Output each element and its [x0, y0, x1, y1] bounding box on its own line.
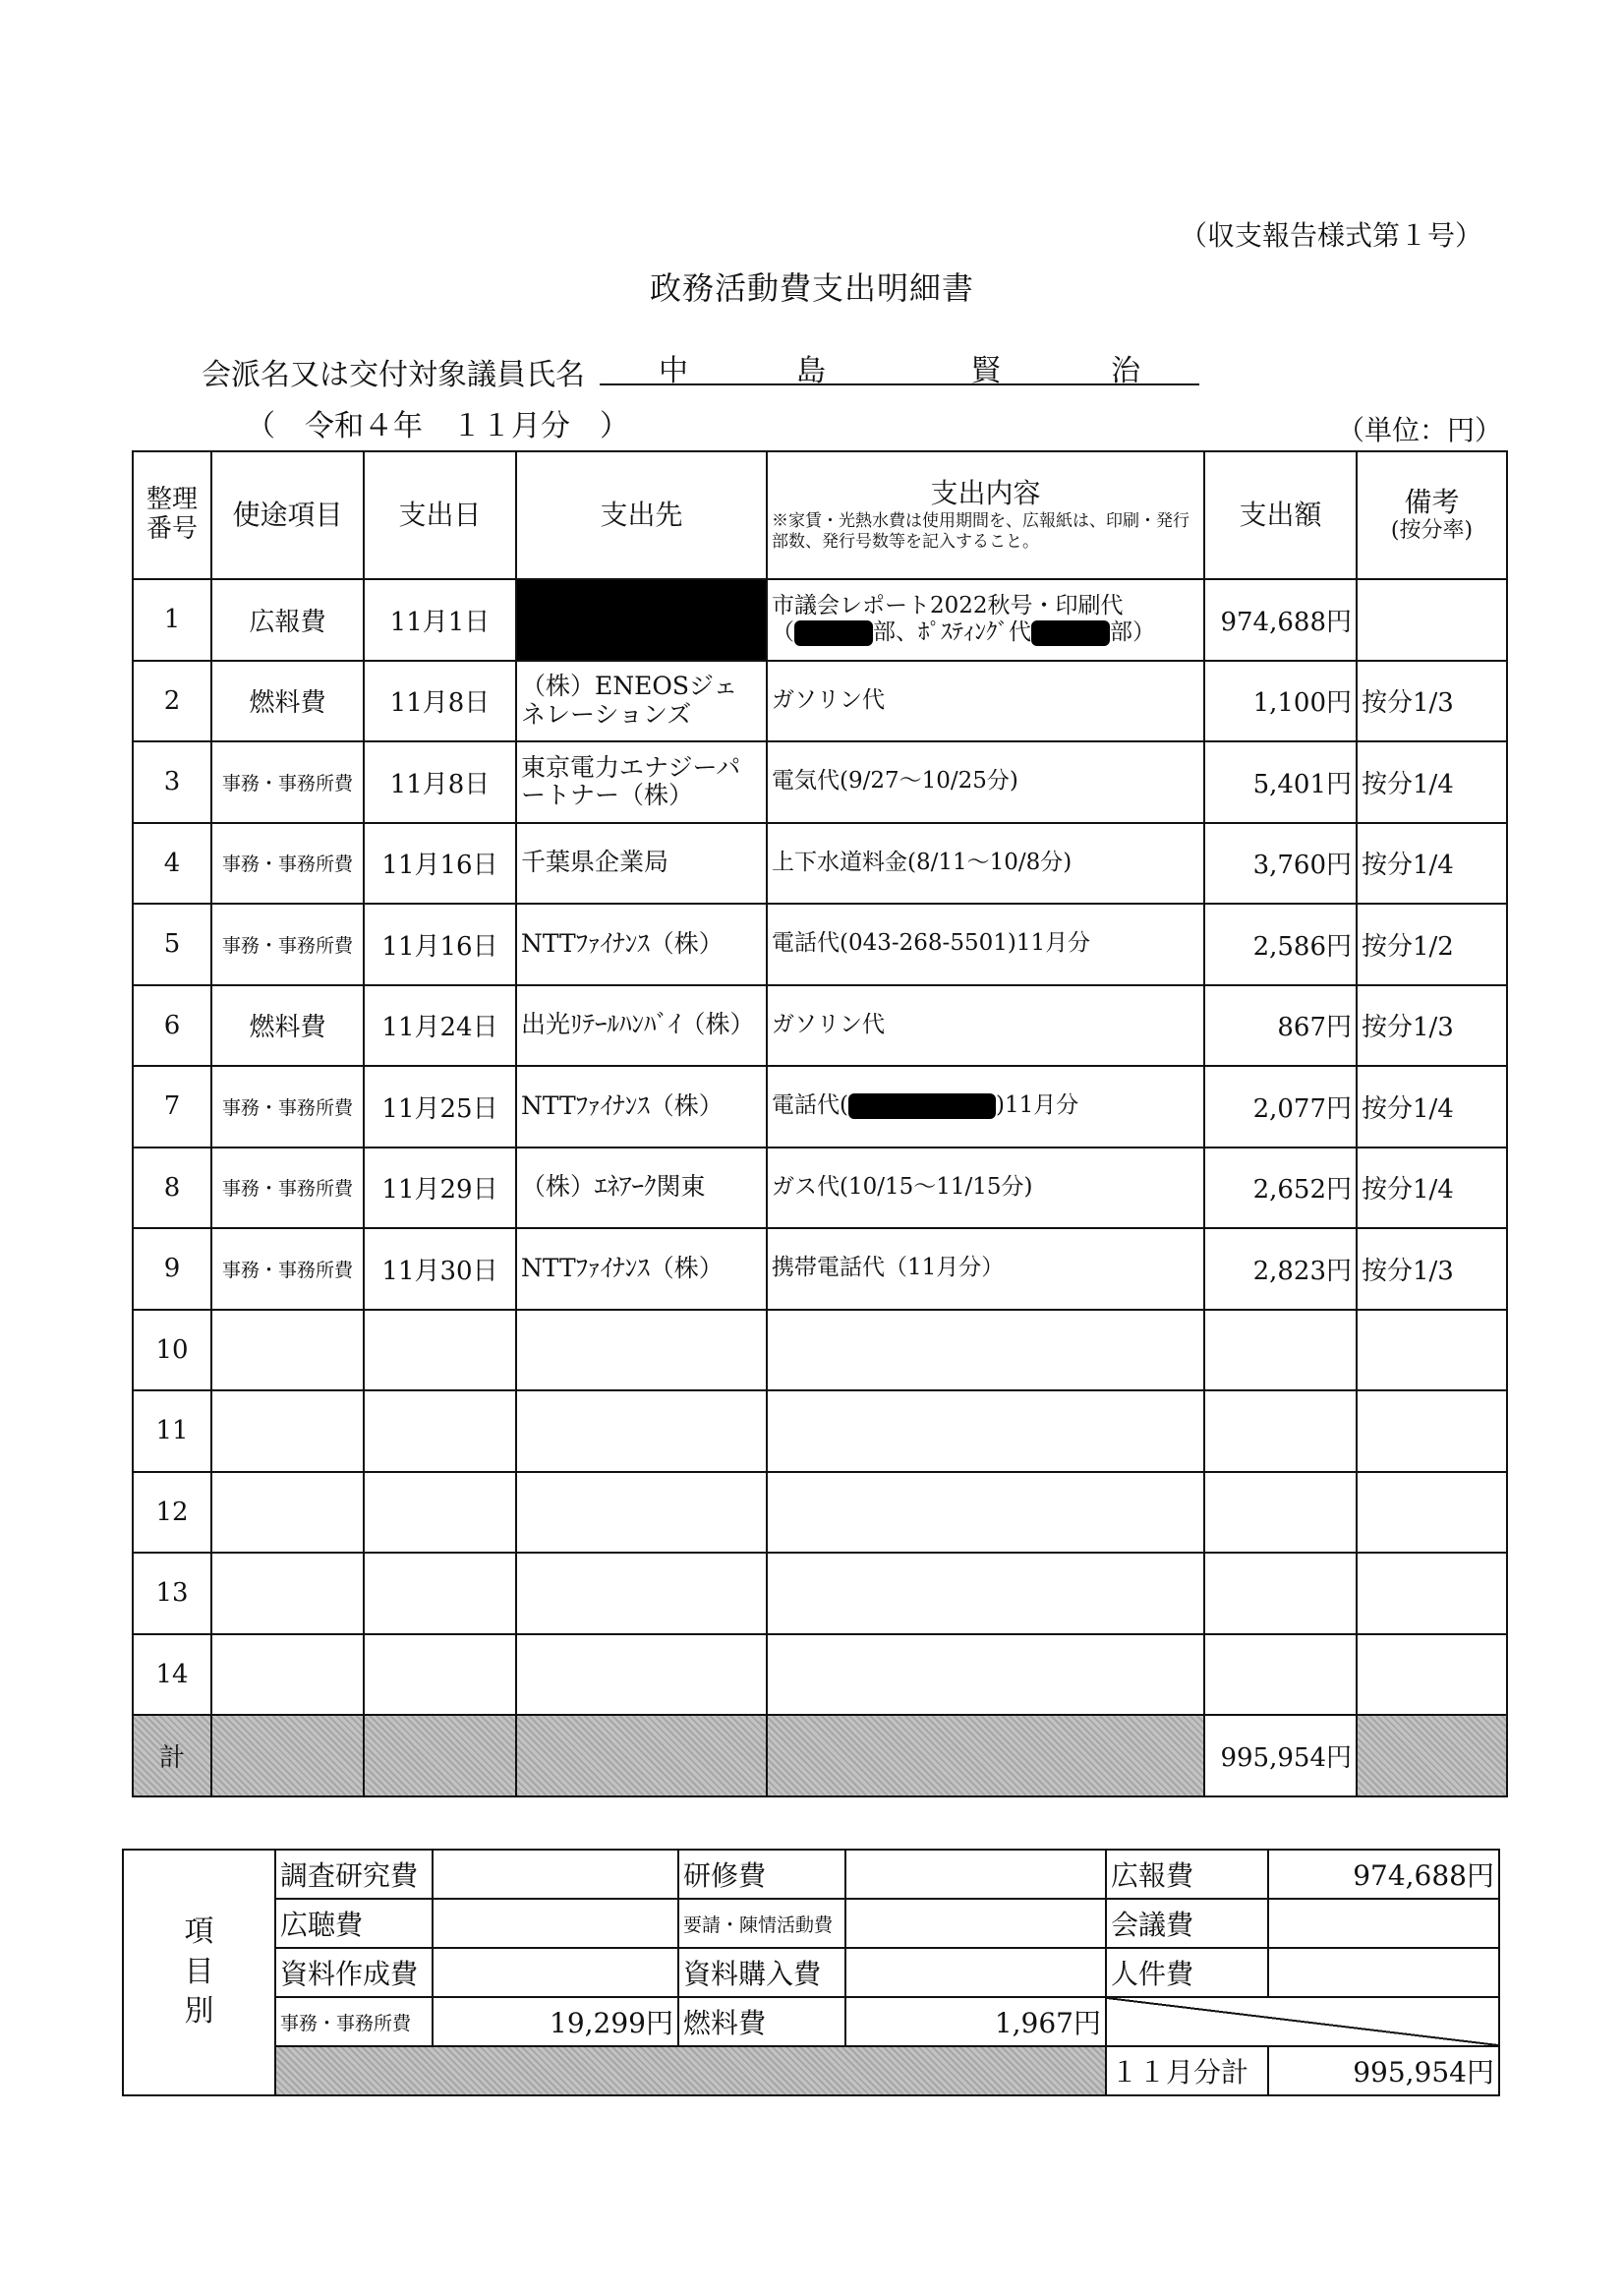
docs-creation-amount	[433, 1948, 678, 1997]
content-line-1: 市議会レポート2022秋号・印刷代	[772, 592, 1124, 618]
row-number: 4	[133, 823, 211, 905]
row-amount: 1,100円	[1204, 661, 1357, 742]
row-remarks: 按分1/2	[1357, 904, 1507, 985]
office-label: 事務・事務所費	[275, 1997, 433, 2046]
empty-cell	[516, 1310, 767, 1391]
empty-cell	[767, 1553, 1204, 1634]
row-amount: 2,823円	[1204, 1228, 1357, 1310]
empty-cell	[364, 1472, 516, 1554]
month-total-amount: 995,954円	[1268, 2046, 1499, 2095]
row-category: 事務・事務所費	[211, 904, 364, 985]
fuel-label: 燃料費	[678, 1997, 845, 2046]
summary-row	[123, 1948, 1499, 1997]
table-row	[133, 904, 1507, 985]
summary-row	[123, 2046, 1499, 2095]
summary-row	[123, 1850, 1499, 1899]
empty-cell	[767, 1310, 1204, 1391]
row-category: 事務・事務所費	[211, 823, 364, 905]
pr-amount: 974,688円	[1268, 1850, 1499, 1899]
table-row	[133, 1634, 1507, 1716]
empty-cell	[1204, 1634, 1357, 1716]
table-row	[133, 1066, 1507, 1148]
empty-cell	[1357, 1310, 1507, 1391]
shaded-cell	[1357, 1715, 1507, 1796]
col-category: 使途項目	[211, 451, 364, 579]
row-content	[767, 1066, 1204, 1148]
row-date: 11月16日	[364, 904, 516, 985]
meeting-amount	[1268, 1899, 1499, 1948]
row-amount: 5,401円	[1204, 741, 1357, 823]
pr-label: 広報費	[1106, 1850, 1268, 1899]
office-amount: 19,299円	[433, 1997, 678, 2046]
name-label: 会派名又は交付対象議員氏名	[202, 358, 585, 392]
row-date: 11月24日	[364, 985, 516, 1067]
fuel-amount: 1,967円	[845, 1997, 1106, 2046]
section-char-2: 目	[184, 1954, 214, 1989]
table-row	[133, 1228, 1507, 1310]
empty-cell	[516, 1634, 767, 1716]
name-char-1: 中	[659, 354, 688, 388]
petition-amount	[845, 1899, 1106, 1948]
row-content: ガソリン代	[767, 985, 1204, 1067]
summary-section-label	[123, 1850, 275, 2095]
empty-cell	[1357, 1634, 1507, 1716]
name-char-3: 賢	[971, 354, 1001, 388]
row-category: 事務・事務所費	[211, 741, 364, 823]
content-line-2	[772, 619, 1199, 647]
row-number: 5	[133, 904, 211, 985]
row-content: 携帯電話代（11月分）	[767, 1228, 1204, 1310]
page-title: 政務活動費支出明細書	[649, 269, 974, 307]
table-row	[133, 1553, 1507, 1634]
section-char-1: 項	[184, 1914, 214, 1950]
row-date: 11月16日	[364, 823, 516, 905]
empty-cell	[767, 1472, 1204, 1554]
section-char-3: 別	[184, 1994, 214, 2030]
row-payee: NTTﾌｧｲﾅﾝｽ（株）	[516, 1228, 767, 1310]
empty-cell	[516, 1390, 767, 1472]
docs-creation-label: 資料作成費	[275, 1948, 433, 1997]
content-part-b: )11月分	[995, 1092, 1079, 1119]
training-label: 研修費	[678, 1850, 845, 1899]
col-amount: 支出額	[1204, 451, 1357, 579]
col-number: 整理番号	[133, 451, 211, 579]
total-label: 計	[133, 1715, 211, 1796]
redacted-posting-copies	[1031, 620, 1110, 646]
row-content: ガソリン代	[767, 661, 1204, 742]
table-row	[133, 823, 1507, 905]
empty-cell	[1357, 1390, 1507, 1472]
petition-label: 要請・陳情活動費	[678, 1899, 845, 1948]
row-number: 2	[133, 661, 211, 742]
unit-label: （単位：円）	[1337, 414, 1503, 446]
shaded-cell	[516, 1715, 767, 1796]
content-part-a: 電話代(	[772, 1092, 848, 1119]
row-number: 6	[133, 985, 211, 1067]
row-amount: 3,760円	[1204, 823, 1357, 905]
col-remarks-title: 備考	[1404, 486, 1460, 519]
redacted-phone-number	[848, 1093, 996, 1119]
hearing-amount	[433, 1899, 678, 1948]
research-amount	[433, 1850, 678, 1899]
row-number: 1	[133, 579, 211, 661]
empty-cell	[211, 1310, 364, 1391]
row-remarks: 按分1/3	[1357, 661, 1507, 742]
row-number: 3	[133, 741, 211, 823]
empty-cell	[1204, 1310, 1357, 1391]
col-date: 支出日	[364, 451, 516, 579]
diagonal-blank-cell	[1106, 1997, 1499, 2046]
col-content-title: 支出内容	[930, 476, 1041, 509]
empty-cell	[1357, 1472, 1507, 1554]
row-payee: （株）ENEOSジェネレーションズ	[516, 661, 767, 742]
content-part-c: 部）	[1110, 619, 1155, 646]
row-date: 11月8日	[364, 741, 516, 823]
row-number: 9	[133, 1228, 211, 1310]
row-number: 13	[133, 1553, 211, 1634]
row-category: 燃料費	[211, 985, 364, 1067]
row-date: 11月30日	[364, 1228, 516, 1310]
total-row	[133, 1715, 1507, 1796]
row-amount: 867円	[1204, 985, 1357, 1067]
row-number: 8	[133, 1148, 211, 1229]
row-amount: 974,688円	[1204, 579, 1357, 661]
table-header-row	[133, 451, 1507, 579]
row-payee: 千葉県企業局	[516, 823, 767, 905]
row-remarks: 按分1/3	[1357, 985, 1507, 1067]
row-number: 11	[133, 1390, 211, 1472]
row-category: 燃料費	[211, 661, 364, 742]
col-content-note: ※家賃・光熱水費は使用期間を、広報紙は、印刷・発行部数、発行号数等を記入すること。	[772, 510, 1189, 553]
shaded-cell	[275, 2046, 1106, 2095]
row-category: 事務・事務所費	[211, 1228, 364, 1310]
row-remarks: 按分1/4	[1357, 741, 1507, 823]
table-row	[133, 1148, 1507, 1229]
table-row	[133, 741, 1507, 823]
research-label: 調査研究費	[275, 1850, 433, 1899]
col-remarks-sub: (按分率)	[1390, 518, 1474, 544]
col-remarks	[1357, 451, 1507, 579]
table-row	[133, 1390, 1507, 1472]
table-row	[133, 579, 1507, 661]
row-remarks: 按分1/3	[1357, 1228, 1507, 1310]
row-payee: NTTﾌｧｲﾅﾝｽ（株）	[516, 1066, 767, 1148]
empty-cell	[516, 1472, 767, 1554]
expense-table	[132, 450, 1508, 1797]
empty-cell	[211, 1390, 364, 1472]
row-number: 10	[133, 1310, 211, 1391]
empty-cell	[364, 1310, 516, 1391]
table-row	[133, 661, 1507, 742]
content-part-a: （	[772, 619, 794, 646]
row-date: 11月29日	[364, 1148, 516, 1229]
member-name	[600, 342, 1199, 388]
col-payee: 支出先	[516, 451, 767, 579]
docs-purchase-amount	[845, 1948, 1106, 1997]
empty-cell	[211, 1553, 364, 1634]
row-content: 上下水道料金(8/11～10/8分)	[767, 823, 1204, 905]
row-amount: 2,077円	[1204, 1066, 1357, 1148]
month-total-label: １１月分計	[1106, 2046, 1268, 2095]
empty-cell	[1204, 1472, 1357, 1554]
category-summary-table	[122, 1849, 1500, 2096]
shaded-cell	[364, 1715, 516, 1796]
empty-cell	[364, 1634, 516, 1716]
shaded-cell	[211, 1715, 364, 1796]
row-payee: 出光ﾘﾃｰﾙﾊﾝﾊﾞｲ（株）	[516, 985, 767, 1067]
row-date: 11月1日	[364, 579, 516, 661]
row-remarks: 按分1/4	[1357, 1066, 1507, 1148]
name-char-2: 島	[796, 354, 826, 388]
row-amount: 2,652円	[1204, 1148, 1357, 1229]
shaded-cell	[767, 1715, 1204, 1796]
training-amount	[845, 1850, 1106, 1899]
empty-cell	[211, 1472, 364, 1554]
redacted-copies	[794, 620, 873, 646]
redacted-payee	[516, 579, 767, 661]
row-number: 12	[133, 1472, 211, 1554]
empty-cell	[364, 1553, 516, 1634]
row-category: 広報費	[211, 579, 364, 661]
row-content: ガス代(10/15～11/15分)	[767, 1148, 1204, 1229]
docs-purchase-label: 資料購入費	[678, 1948, 845, 1997]
row-remarks	[1357, 579, 1507, 661]
report-period: （ 令和４年 １１月分 ）	[246, 409, 629, 443]
row-remarks: 按分1/4	[1357, 1148, 1507, 1229]
meeting-label: 会議費	[1106, 1899, 1268, 1948]
row-date: 11月8日	[364, 661, 516, 742]
row-content	[767, 579, 1204, 661]
empty-cell	[767, 1634, 1204, 1716]
empty-cell	[1204, 1390, 1357, 1472]
row-payee: 東京電力エナジーパートナー（株）	[516, 741, 767, 823]
empty-cell	[767, 1390, 1204, 1472]
row-amount: 2,586円	[1204, 904, 1357, 985]
hearing-label: 広聴費	[275, 1899, 433, 1948]
summary-row	[123, 1899, 1499, 1948]
col-content	[767, 451, 1204, 579]
row-category: 事務・事務所費	[211, 1066, 364, 1148]
table-row	[133, 1310, 1507, 1391]
form-number: （収支報告様式第１号）	[1180, 219, 1483, 252]
content-part-b: 部、ﾎﾟｽﾃｨﾝｸﾞ代	[873, 619, 1031, 646]
table-row	[133, 985, 1507, 1067]
row-content: 電気代(9/27～10/25分)	[767, 741, 1204, 823]
row-number: 14	[133, 1634, 211, 1716]
row-category: 事務・事務所費	[211, 1148, 364, 1229]
name-char-4: 治	[1111, 354, 1140, 388]
personnel-amount	[1268, 1948, 1499, 1997]
row-payee: NTTﾌｧｲﾅﾝｽ（株）	[516, 904, 767, 985]
empty-cell	[364, 1390, 516, 1472]
empty-cell	[1357, 1553, 1507, 1634]
empty-cell	[211, 1634, 364, 1716]
row-remarks: 按分1/4	[1357, 823, 1507, 905]
total-amount: 995,954円	[1204, 1715, 1357, 1796]
empty-cell	[516, 1553, 767, 1634]
summary-row	[123, 1997, 1499, 2046]
row-content: 電話代(043-268-5501)11月分	[767, 904, 1204, 985]
table-row	[133, 1472, 1507, 1554]
empty-cell	[1204, 1553, 1357, 1634]
personnel-label: 人件費	[1106, 1948, 1268, 1997]
row-payee: （株）ｴﾈｱｰｸ関東	[516, 1148, 767, 1229]
row-number: 7	[133, 1066, 211, 1148]
row-date: 11月25日	[364, 1066, 516, 1148]
